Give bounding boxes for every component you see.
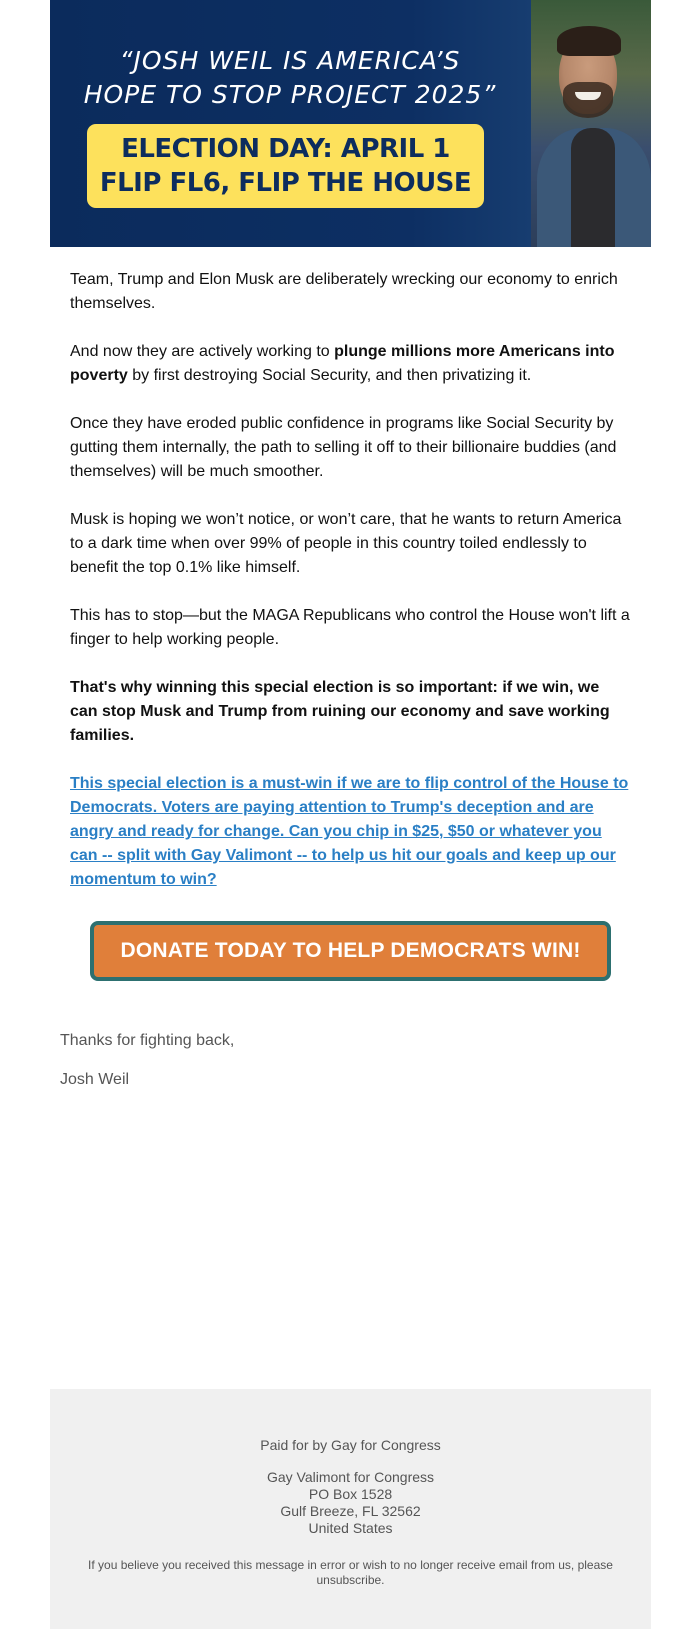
candidate-shirt: [571, 128, 615, 247]
paragraph-5: This has to stop—but the MAGA Republicans who control the House won't lift a finger to help working people.: [70, 607, 630, 648]
candidate-smile: [575, 92, 601, 100]
paragraph-2: [70, 340, 630, 388]
signoff: Thanks for fighting back,: [60, 1032, 235, 1049]
address-po-box: PO Box 1528: [308, 1486, 393, 1502]
donate-button[interactable]: DONATE TODAY TO HELP DEMOCRATS WIN!: [90, 921, 611, 981]
candidate-photo: [531, 0, 651, 247]
address-country: United States: [308, 1520, 393, 1536]
address-city: Gulf Breeze, FL 32562: [280, 1503, 421, 1519]
signature: Josh Weil: [60, 1071, 130, 1088]
paragraph-6-bold: That's why winning this special election is so important: if we win, we can stop Musk and Trump from ruining our economy and save working families.: [70, 679, 610, 744]
unsubscribe-link[interactable]: unsubscribe.: [316, 1573, 385, 1587]
unsubscribe-text: If you believe you received this message in error or wish to no longer receive email from us, please: [88, 1558, 613, 1572]
footer: [50, 1389, 651, 1629]
unsubscribe-note: [80, 1558, 621, 1588]
mailing-address: [50, 1469, 651, 1537]
paid-for-disclaimer: Paid for by Gay for Congress: [260, 1437, 441, 1453]
paragraph-2-start: And now they are actively working to: [70, 343, 335, 360]
paragraph-4: Musk is hoping we won’t notice, or won’t care, that he wants to return America to a dark time when over 99% of people in this country toiled endlessly to benefit the top 0.1% like himself.: [70, 511, 622, 576]
paragraph-1: Team, Trump and Elon Musk are deliberately wrecking our economy to enrich themselves.: [70, 271, 618, 312]
hero-quote: “JOSH WEIL IS AMERICA’S HOPE TO STOP PROJECT 2025”: [83, 46, 497, 109]
paragraph-3: Once they have eroded public confidence in programs like Social Security by gutting them internally, the path to selling it off to their billionaire buddies (and themselves) will be much smoother.: [70, 415, 617, 480]
paragraph-2-emphasis: plunge millions more Americans into poverty: [70, 343, 615, 384]
donate-appeal-link[interactable]: This special election is a must-win if we are to flip control of the House to Democrats. Voters are paying attention to Trump's deception and are angry and ready for change. Can you chip in $25, $50 or whatever you can -- split with Gay Valimont -- to help us hit our goals and keep up our momentum to win?: [70, 775, 629, 888]
candidate-beard: [563, 82, 613, 118]
hero-banner[interactable]: [50, 0, 651, 247]
email-column: [50, 0, 651, 1629]
cta-paragraph: [70, 772, 630, 892]
paragraph-2-end: by first destroying Social Security, and then privatizing it.: [127, 367, 532, 384]
email-body: [70, 268, 630, 916]
election-day-callout: ELECTION DAY: APRIL 1 FLIP FL6, FLIP THE HOUSE: [87, 124, 484, 208]
address-org: Gay Valimont for Congress: [266, 1469, 435, 1485]
candidate-hair: [557, 26, 621, 56]
